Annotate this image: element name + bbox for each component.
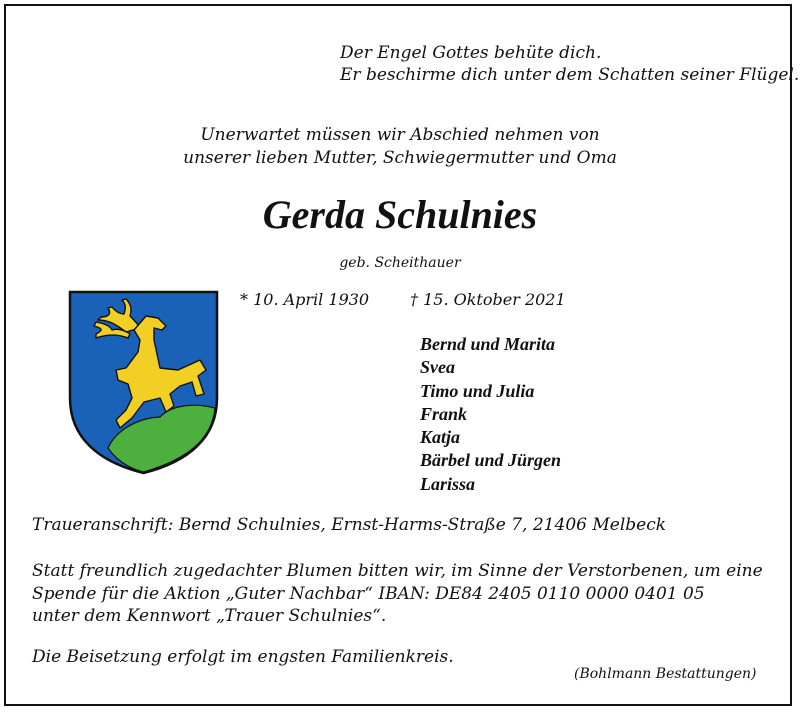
family-member: Larissa: [420, 473, 476, 494]
undertaker-name: (Bohlmann Bestattungen): [574, 666, 757, 682]
family-list: [420, 333, 561, 496]
maiden-name: geb. Scheithauer: [339, 255, 461, 271]
family-member: Timo und Julia: [420, 380, 535, 401]
intro-line-1: Unerwartet müssen wir Abschied nehmen von: [200, 125, 600, 145]
death-date: † 15. Oktober 2021: [410, 290, 566, 309]
burial-note: Die Beisetzung erfolgt im engsten Familienkreis.: [32, 647, 454, 667]
donation-line-3: unter dem Kennwort „Trauer Schulnies“.: [32, 606, 387, 626]
stag-coat-of-arms-icon: [68, 290, 219, 475]
deceased-name: Gerda Schulnies: [262, 192, 538, 237]
verse-line-2: Er beschirme dich unter dem Schatten seiner Flügel.: [340, 65, 800, 85]
family-member: Katja: [420, 427, 461, 448]
family-member: Frank: [420, 403, 468, 424]
donation-line-1: Statt freundlich zugedachter Blumen bitten wir, im Sinne der Verstorbenen, um eine: [32, 561, 763, 581]
donation-line-2: Spende für die Aktion „Guter Nachbar“ IBAN: DE84 2405 0110 0000 0401 05: [32, 583, 705, 604]
intro-line-2: unserer lieben Mutter, Schwiegermutter und Oma: [183, 148, 617, 168]
family-member: Bernd und Marita: [420, 334, 556, 354]
intro-text: [0, 124, 800, 170]
verse-line-1: Der Engel Gottes behüte dich.: [340, 43, 602, 63]
family-member: Svea: [420, 357, 455, 378]
birth-date: * 10. April 1930: [240, 290, 370, 309]
donation-request: [32, 560, 763, 628]
family-member: Bärbel und Jürgen: [420, 450, 562, 471]
bible-verse: [340, 42, 799, 86]
mourning-address: Traueranschrift: Bernd Schulnies, Ernst-Harms-Straße 7, 21406 Melbeck: [32, 515, 667, 535]
